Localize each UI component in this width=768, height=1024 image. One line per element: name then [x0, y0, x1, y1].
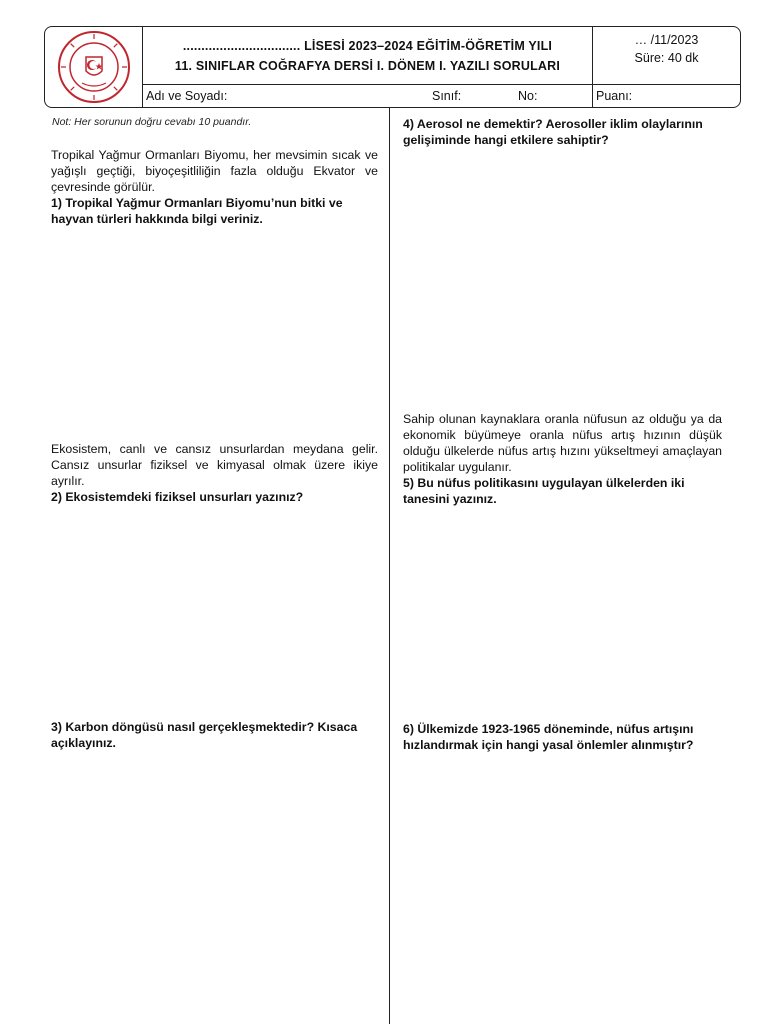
- question-5-text: 5) Bu nüfus politikasını uygulayan ülkelerden iki tanesini yazınız.: [403, 476, 685, 506]
- question-3-text: 3) Karbon döngüsü nasıl gerçekleşmektedir? Kısaca açıklayınız.: [51, 720, 358, 750]
- question-4-text: 4) Aerosol ne demektir? Aerosoller iklim olaylarının gelişiminde hangi etkilere sahiptir?: [403, 117, 703, 147]
- header-divider: [592, 84, 593, 108]
- class-field[interactable]: Sınıf:: [432, 89, 462, 103]
- question-2: [51, 441, 378, 505]
- question-6: [403, 721, 723, 753]
- exam-header: [44, 26, 741, 108]
- question-1-text: 1) Tropikal Yağmur Ormanları Biyomu’nun bitki ve hayvan türleri hakkında bilgi veriniz.: [51, 196, 343, 226]
- question-4: [403, 116, 723, 148]
- exam-date: … /11/2023: [634, 33, 699, 47]
- scoring-note: Not: Her sorunun doğru cevabı 10 puandır.: [52, 116, 252, 128]
- exam-title: [143, 27, 592, 84]
- meb-emblem-icon: [56, 29, 132, 105]
- exam-meta: [593, 27, 740, 84]
- question-1: [51, 147, 378, 227]
- question-5-intro: Sahip olunan kaynaklara oranla nüfusun az olduğu ya da ekonomik büyümeye oranla nüfus artış hızının düşük olduğu ülkelerde nüfus artış hızını yükseltmeyi amaçlayan politikalar uygulanır.: [403, 412, 722, 474]
- question-3: [51, 719, 378, 751]
- school-year-line: ................................ LİSESİ 2023–2024 EĞİTİM-ÖĞRETİM YILI: [182, 38, 553, 53]
- exam-duration: Süre: 40 dk: [634, 51, 699, 65]
- question-2-text: 2) Ekosistemdeki fiziksel unsurları yazınız?: [51, 490, 304, 504]
- student-number-field[interactable]: No:: [518, 89, 538, 103]
- logo-cell: [45, 27, 142, 107]
- question-2-intro: Ekosistem, canlı ve cansız unsurlardan meydana gelir. Cansız unsurlar fiziksel ve kimyasal olmak üzere ikiye ayrılır.: [51, 442, 378, 488]
- question-5: [403, 411, 722, 507]
- column-divider: [389, 108, 390, 1024]
- score-field[interactable]: Puanı:: [596, 89, 633, 103]
- question-6-text: 6) Ülkemizde 1923-1965 döneminde, nüfus artışını hızlandırmak için hangi yasal önlemler alınmıştır?: [403, 722, 694, 752]
- student-name-field[interactable]: Adı ve Soyadı:: [146, 89, 228, 103]
- question-1-intro: Tropikal Yağmur Ormanları Biyomu, her mevsimin sıcak ve yağışlı geçtiği, biyoçeşitliliğin fazla olduğu Ekvator ve çevresinde görülür.: [51, 148, 378, 194]
- exam-name-line: 11. SINIFLAR COĞRAFYA DERSİ I. DÖNEM I. YAZILI SORULARI: [174, 58, 561, 73]
